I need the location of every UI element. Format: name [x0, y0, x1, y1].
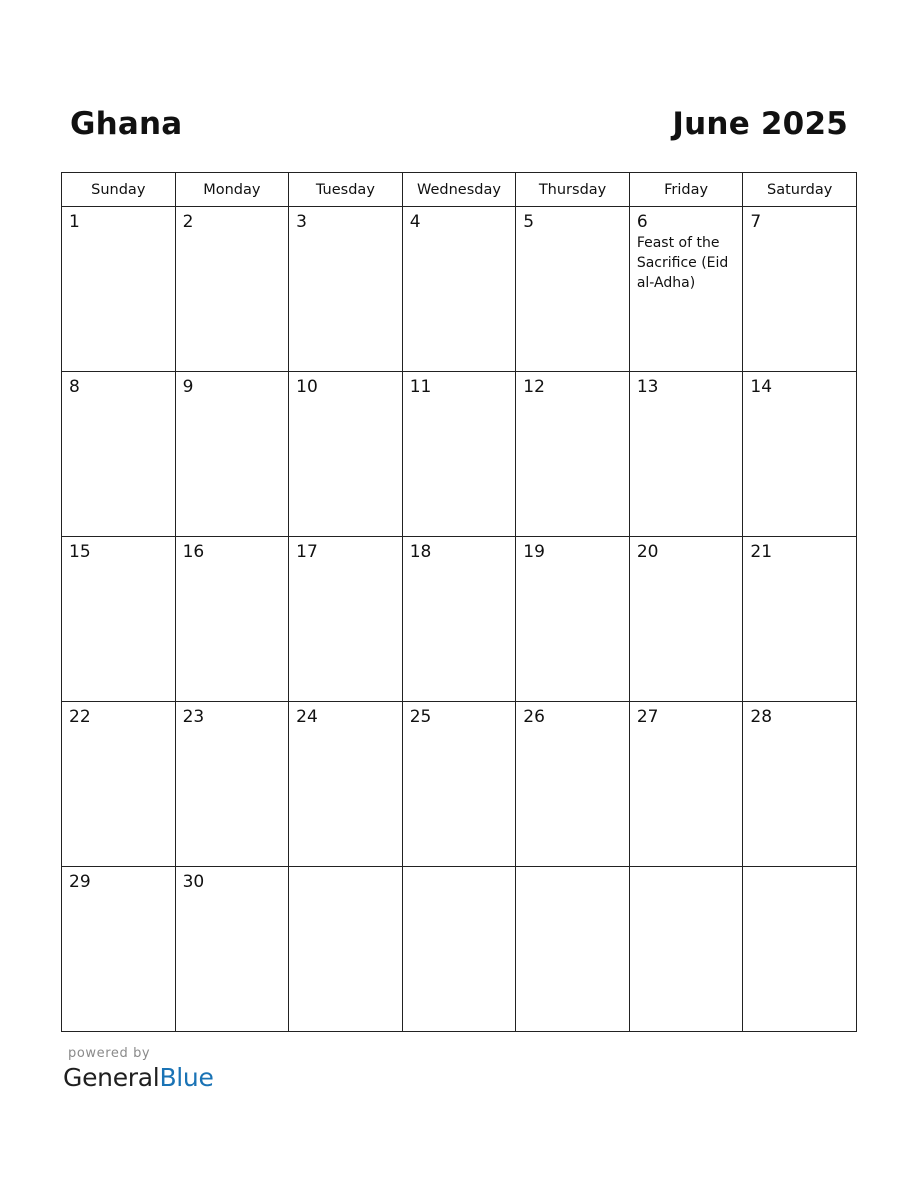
weekday-header-row	[62, 173, 857, 207]
day-cell	[402, 702, 516, 867]
empty-day-cell	[629, 867, 743, 1032]
brand-blue-text: Blue	[159, 1063, 214, 1092]
day-number: 13	[636, 377, 659, 397]
day-number: 5	[523, 212, 535, 232]
day-number: 22	[69, 707, 91, 727]
day-number: 12	[523, 377, 545, 397]
weekday-sunday: Sunday	[62, 173, 176, 207]
weekday-friday: Friday	[629, 173, 743, 207]
day-cell	[402, 207, 516, 372]
day-number: 19	[523, 542, 545, 562]
day-cell	[516, 702, 630, 867]
weekday-wednesday: Wednesday	[402, 173, 516, 207]
day-number: 20	[636, 542, 659, 562]
day-number: 21	[750, 542, 773, 562]
empty-day-cell	[516, 867, 630, 1032]
week-row-1	[62, 207, 857, 372]
footer-branding	[63, 1046, 214, 1093]
country-title: Ghana	[70, 106, 183, 142]
week-row-2	[62, 372, 857, 537]
weekday-thursday: Thursday	[516, 173, 630, 207]
day-cell	[516, 372, 630, 537]
month-year-title: June 2025	[672, 106, 848, 142]
week-row-5	[62, 867, 857, 1032]
day-number: 1	[69, 212, 80, 232]
day-number: 6	[636, 212, 648, 232]
day-cell	[289, 537, 403, 702]
brand-general-text: General	[63, 1063, 160, 1092]
empty-day-cell	[402, 867, 516, 1032]
day-number: 15	[69, 542, 91, 562]
day-cell	[175, 372, 289, 537]
weekday-monday: Monday	[175, 173, 289, 207]
day-cell	[743, 537, 857, 702]
day-cell	[402, 372, 516, 537]
brand-logo[interactable]	[63, 1063, 214, 1093]
day-cell	[175, 702, 289, 867]
day-cell	[62, 207, 176, 372]
day-number: 3	[296, 212, 307, 232]
powered-by-label: powered by	[68, 1046, 151, 1061]
day-cell	[743, 372, 857, 537]
day-cell	[402, 537, 516, 702]
weekday-tuesday: Tuesday	[289, 173, 403, 207]
day-cell	[62, 702, 176, 867]
day-cell	[629, 207, 743, 372]
day-cell	[62, 537, 176, 702]
holiday-label: Feast of the Sacrifice (Eid al-Adha)	[636, 235, 729, 291]
day-number: 4	[409, 212, 421, 232]
day-cell	[289, 702, 403, 867]
day-cell	[629, 372, 743, 537]
day-number: 25	[409, 707, 432, 727]
day-cell	[62, 372, 176, 537]
day-number: 29	[69, 872, 91, 892]
day-number: 30	[182, 872, 205, 892]
weekday-saturday: Saturday	[743, 173, 857, 207]
day-number: 7	[750, 212, 762, 232]
day-number: 8	[69, 377, 80, 397]
day-number: 26	[523, 707, 545, 727]
day-cell	[289, 207, 403, 372]
day-number: 27	[636, 707, 659, 727]
day-cell	[289, 372, 403, 537]
week-row-3	[62, 537, 857, 702]
day-number: 17	[296, 542, 318, 562]
day-cell	[175, 207, 289, 372]
day-cell	[175, 537, 289, 702]
day-cell	[175, 867, 289, 1032]
day-number: 28	[750, 707, 773, 727]
week-row-4	[62, 702, 857, 867]
day-number: 14	[750, 377, 773, 397]
empty-day-cell	[289, 867, 403, 1032]
day-number: 18	[409, 542, 432, 562]
day-cell	[62, 867, 176, 1032]
day-number: 23	[182, 707, 205, 727]
day-cell	[743, 207, 857, 372]
day-number: 24	[296, 707, 318, 727]
calendar-grid	[61, 172, 857, 1032]
day-cell	[516, 537, 630, 702]
day-number: 9	[182, 377, 194, 397]
day-cell	[743, 702, 857, 867]
day-cell	[629, 702, 743, 867]
empty-day-cell	[743, 867, 857, 1032]
day-number: 2	[182, 212, 194, 232]
day-number: 10	[296, 377, 318, 397]
day-number: 11	[409, 377, 432, 397]
day-number: 16	[182, 542, 205, 562]
day-cell	[516, 207, 630, 372]
day-cell	[629, 537, 743, 702]
